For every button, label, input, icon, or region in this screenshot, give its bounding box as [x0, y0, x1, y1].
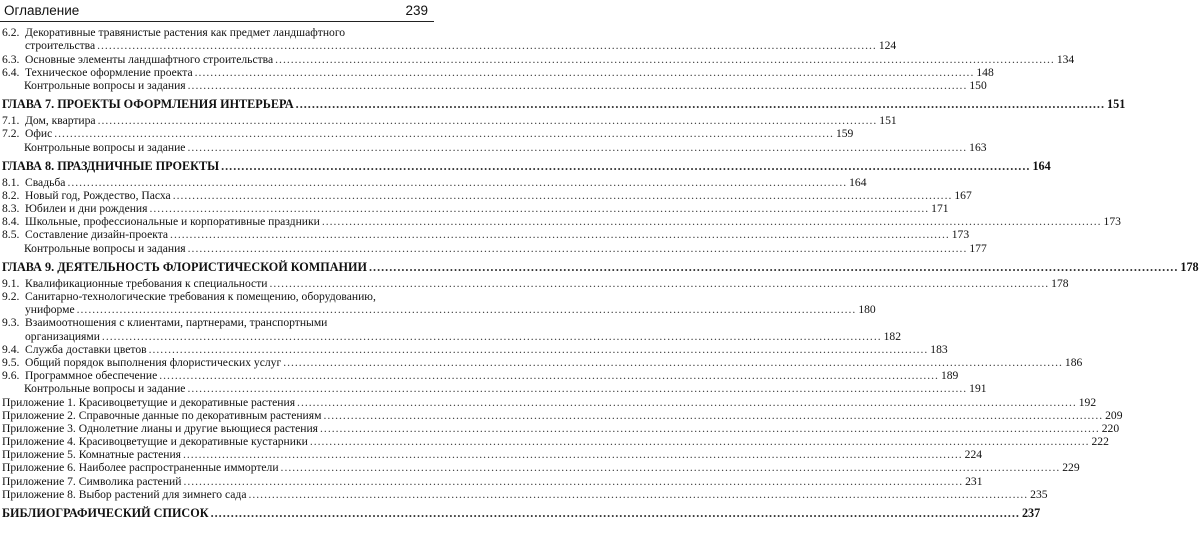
toc-entry-page: 148	[976, 65, 994, 79]
toc-entry-number: 6.4.	[2, 65, 20, 79]
toc-chapter-heading	[2, 259, 1199, 275]
toc-entry-title: Приложение 2. Справочные данные по декоративным растениям	[2, 408, 322, 422]
toc-entry-title: Приложение 5. Комнатные растения	[2, 448, 181, 462]
toc-entry-page: 235	[1030, 487, 1048, 501]
toc-entry-title: Контрольные вопросы и задания	[24, 78, 186, 92]
toc-entry-title: Свадьба	[25, 175, 66, 189]
toc-entry-title: Контрольные вопросы и задания	[24, 241, 186, 255]
toc-entry-title: Приложение 8. Выбор растений для зимнего сада	[2, 487, 247, 501]
toc-entry-title: Техническое оформление проекта	[25, 65, 193, 79]
toc-entry	[2, 355, 1083, 369]
toc-entry-title: Новый год, Рождество, Пасха	[25, 188, 171, 202]
toc-entry	[2, 127, 854, 141]
toc-entry-title: Приложение 1. Красивоцветущие и декоративные растения	[2, 395, 296, 409]
toc-entry-page: 189	[940, 369, 959, 383]
toc-entry-title: Офис	[25, 127, 53, 141]
header-rule	[0, 21, 434, 22]
toc-entry-page: 171	[931, 202, 949, 216]
toc-entry-number: 6.3.	[2, 52, 20, 66]
toc-entry-number: 6.2.	[2, 26, 20, 40]
toc-entry-page: 124	[878, 39, 897, 53]
toc-entry-title: Взаимоотношения с клиентами, партнерами, транспортными	[25, 316, 328, 330]
toc-entry-page: 186	[1064, 355, 1083, 369]
toc-leader-dots: ........................................................................................................................................................................................................	[323, 408, 1104, 422]
toc-entry-title: БИБЛИОГРАФИЧЕСКИЙ СПИСОК	[2, 505, 209, 520]
toc-entry-number: 8.3.	[2, 202, 20, 216]
toc-entry-title: Контрольные вопросы и задание	[24, 140, 186, 154]
toc-leader-dots: ........................................................................................................................................................................................................	[97, 114, 878, 128]
toc-leader-dots: ........................................................................................................................................................................................................	[295, 96, 1106, 111]
toc-leader-dots: ........................................................................................................................................................................................................	[97, 39, 877, 53]
toc-chapter-heading	[2, 158, 1051, 174]
toc-entry-title: Дом, квартира	[25, 114, 96, 128]
toc-entry-page: 151	[879, 114, 897, 128]
toc-leader-dots: ........................................................................................................................................................................................................	[280, 461, 1061, 475]
toc-leader-dots: ........................................................................................................................................................................................................	[101, 329, 882, 343]
toc-entry-page: 163	[969, 140, 987, 154]
toc-entry-number: 8.2.	[2, 188, 20, 202]
toc-entry-page: 134	[1056, 52, 1075, 66]
toc-entry	[2, 26, 429, 39]
toc-entry-page: 150	[969, 78, 987, 92]
toc-leader-dots: ........................................................................................................................................................................................................	[187, 140, 968, 154]
toc-entry-page: 178	[1180, 259, 1199, 274]
toc-entry-title: Общий порядок выполнения флористических услуг	[25, 355, 282, 369]
toc-leader-dots: ........................................................................................................................................................................................................	[67, 175, 848, 189]
toc-entry	[2, 65, 994, 79]
toc-leader-dots: ........................................................................................................................................................................................................	[275, 52, 1055, 66]
toc-entry-page: 191	[969, 382, 987, 396]
toc-entry-page: 222	[1091, 435, 1109, 449]
toc-leader-dots: ........................................................................................................................................................................................................	[172, 188, 953, 202]
toc-chapter-heading	[2, 505, 1041, 521]
toc-entry	[2, 241, 987, 255]
toc-entry-title: Служба доставки цветов	[25, 342, 147, 356]
toc-entry	[2, 290, 429, 303]
toc-entry-title: Квалификационные требования к специальности	[25, 276, 268, 290]
toc-entry-page: 173	[951, 228, 970, 242]
toc-entry-page: 180	[858, 303, 876, 317]
toc-entry-title: Декоративные травянистые растения как предмет ландшафтного	[25, 26, 346, 40]
toc-entry-page: 237	[1021, 505, 1041, 520]
toc-leader-dots: ........................................................................................................................................................................................................	[248, 487, 1029, 501]
toc-entry	[2, 448, 983, 462]
toc-entry-title: строительства	[25, 39, 96, 53]
toc-leader-dots: ........................................................................................................................................................................................................	[368, 259, 1179, 274]
toc-entry-page: 164	[849, 175, 867, 189]
toc-entry-title: Приложение 6. Наиболее распространенные иммортели	[2, 461, 279, 475]
toc-entry-title: Составление дизайн-проекта	[25, 228, 169, 242]
toc-entry-title: Основные элементы ландшафтного строительства	[25, 52, 274, 66]
toc-entry	[2, 215, 1121, 229]
toc-entry-page: 164	[1032, 158, 1051, 173]
toc-entry-page: 151	[1107, 96, 1126, 111]
toc-entry-title: униформе	[25, 303, 75, 317]
running-header	[4, 2, 428, 20]
toc-entry	[2, 276, 1069, 290]
running-header-page-number: 239	[405, 3, 428, 18]
toc-leader-dots: ........................................................................................................................................................................................................	[283, 355, 1063, 369]
toc-entry-number: 8.4.	[2, 215, 20, 229]
toc-entry-number: 9.5.	[2, 355, 20, 369]
toc-leader-dots: ........................................................................................................................................................................................................	[183, 474, 964, 488]
toc-entry-number: 9.1.	[2, 276, 20, 290]
toc-leader-dots: ........................................................................................................................................................................................................	[76, 303, 857, 317]
toc-leader-dots: ........................................................................................................................................................................................................	[194, 65, 975, 79]
toc-entry-title: ГЛАВА 7. ПРОЕКТЫ ОФОРМЛЕНИЯ ИНТЕРЬЕРА	[2, 96, 294, 111]
table-of-contents	[2, 26, 1199, 523]
toc-entry-page: 177	[969, 241, 987, 255]
toc-entry-title: Программное обеспечение	[25, 369, 158, 383]
running-header-title: Оглавление	[4, 3, 80, 18]
toc-entry-title: организациями	[25, 329, 100, 343]
toc-entry-title: Юбилеи и дни рождения	[25, 202, 148, 216]
toc-leader-dots: ........................................................................................................................................................................................................	[182, 448, 963, 462]
toc-entry	[2, 188, 972, 202]
toc-leader-dots: ........................................................................................................................................................................................................	[221, 158, 1031, 173]
toc-entry	[2, 78, 987, 92]
toc-entry	[2, 461, 1080, 475]
toc-entry-page: 167	[954, 188, 972, 202]
toc-entry	[2, 369, 959, 383]
toc-entry-page: 192	[1078, 395, 1097, 409]
toc-leader-dots: ........................................................................................................................................................................................................	[187, 241, 968, 255]
toc-entry	[2, 408, 1123, 422]
toc-leader-dots: ........................................................................................................................................................................................................	[187, 78, 968, 92]
toc-entry	[2, 329, 901, 343]
toc-entry	[2, 316, 429, 329]
toc-entry-number: 9.4.	[2, 342, 20, 356]
toc-entry	[2, 395, 1097, 409]
toc-entry	[2, 140, 987, 154]
toc-entry	[2, 52, 1075, 66]
toc-entry	[2, 228, 970, 242]
toc-leader-dots: ........................................................................................................................................................................................................	[210, 505, 1020, 520]
toc-entry-page: 183	[930, 342, 948, 356]
toc-entry-page: 231	[965, 474, 983, 488]
toc-leader-dots: ........................................................................................................................................................................................................	[148, 342, 929, 356]
toc-chapter-heading	[2, 96, 1126, 112]
toc-leader-dots: ........................................................................................................................................................................................................	[297, 395, 1077, 409]
toc-entry-title: Приложение 7. Символика растений	[2, 474, 182, 488]
toc-entry	[2, 342, 948, 356]
toc-leader-dots: ........................................................................................................................................................................................................	[269, 276, 1050, 290]
toc-entry	[2, 303, 876, 317]
toc-entry-number: 7.2.	[2, 127, 20, 141]
toc-leader-dots: ........................................................................................................................................................................................................	[321, 215, 1102, 229]
toc-entry	[2, 39, 897, 53]
toc-entry	[2, 421, 1120, 435]
toc-entry	[2, 474, 983, 488]
toc-entry-number: 9.2.	[2, 290, 20, 303]
toc-leader-dots: ........................................................................................................................................................................................................	[159, 369, 939, 383]
toc-entry-number: 9.3.	[2, 316, 20, 330]
toc-entry	[2, 175, 867, 189]
toc-entry-number: 7.1.	[2, 114, 20, 128]
toc-entry-title: Приложение 3. Однолетние лианы и другие вьющиеся растения	[2, 421, 319, 435]
toc-entry-page: 182	[883, 329, 901, 343]
toc-entry	[2, 114, 897, 128]
toc-entry-number: 9.6.	[2, 369, 20, 383]
toc-entry-page: 178	[1051, 276, 1069, 290]
toc-entry-title: ГЛАВА 8. ПРАЗДНИЧНЫЕ ПРОЕКТЫ	[2, 158, 220, 173]
toc-entry-title: Санитарно-технологические требования к помещению, оборудованию,	[25, 290, 376, 303]
toc-entry-number: 8.5.	[2, 228, 20, 242]
toc-leader-dots: ........................................................................................................................................................................................................	[309, 435, 1090, 449]
toc-entry-title: Контрольные вопросы и задание	[24, 382, 186, 396]
toc-entry-page: 159	[835, 127, 854, 141]
toc-leader-dots: ........................................................................................................................................................................................................	[170, 228, 950, 242]
toc-entry-page: 209	[1105, 408, 1123, 422]
toc-entry	[2, 435, 1109, 449]
toc-entry	[2, 382, 987, 396]
toc-entry-page: 220	[1101, 421, 1120, 435]
toc-leader-dots: ........................................................................................................................................................................................................	[54, 127, 834, 141]
toc-entry-number: 8.1.	[2, 175, 20, 189]
toc-leader-dots: ........................................................................................................................................................................................................	[149, 202, 930, 216]
toc-entry	[2, 202, 949, 216]
toc-entry-page: 224	[964, 448, 983, 462]
toc-leader-dots: ........................................................................................................................................................................................................	[320, 421, 1100, 435]
toc-leader-dots: ........................................................................................................................................................................................................	[187, 382, 968, 396]
toc-entry-page: 173	[1103, 215, 1121, 229]
toc-entry-title: Школьные, профессиональные и корпоративные праздники	[25, 215, 320, 229]
toc-entry-title: Приложение 4. Красивоцветущие и декоративные кустарники	[2, 435, 308, 449]
toc-entry	[2, 487, 1048, 501]
toc-entry-page: 229	[1062, 461, 1080, 475]
toc-entry-title: ГЛАВА 9. ДЕЯТЕЛЬНОСТЬ ФЛОРИСТИЧЕСКОЙ КОМПАНИИ	[2, 259, 367, 274]
